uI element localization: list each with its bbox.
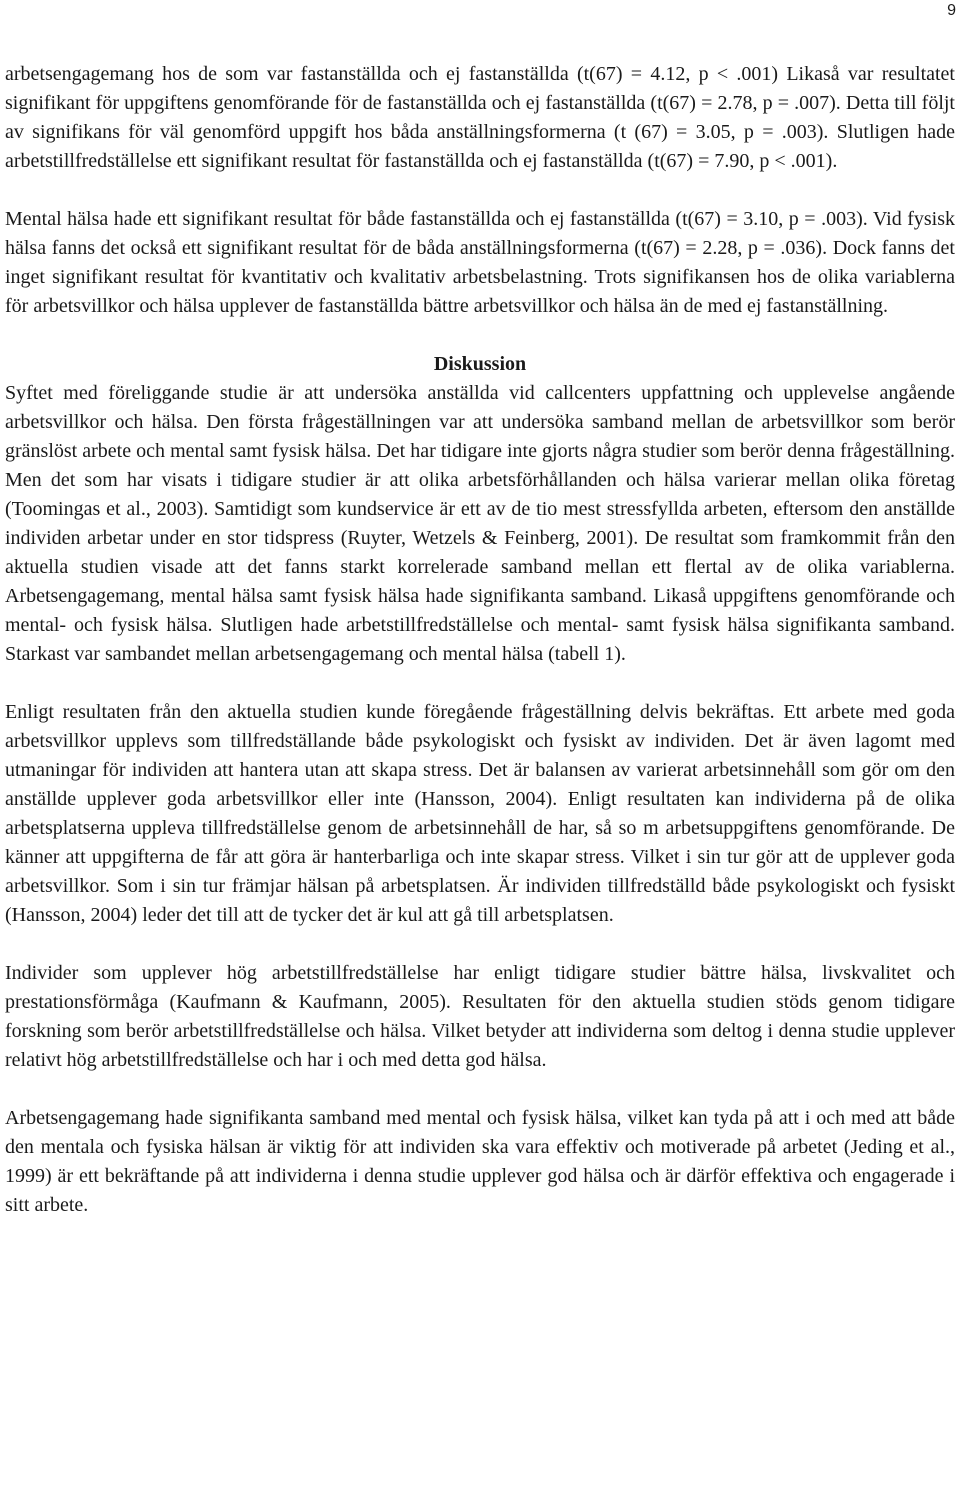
paragraph-discussion-1: Syftet med föreliggande studie är att undersöka anställda vid callcenters uppfattning och upplevelse angående arbetsvillkor och hälsa. Den första frågeställningen var att undersöka samband mellan de arbetsvillkor som berör gränslöst arbete och mental samt fysisk hälsa. Det har tidigare inte gjorts några studier som berör denna frågeställning. Men det som har visats i tidigare studier är att olika arbetsförhållanden och hälsa varierar mellan olika företag (Toomingas et al., 2003). Samtidigt som kundservice är ett av de tio mest stressfyllda arbeten, eftersom den anställde individen arbetar under en stor tidspress (Ruyter, Wetzels & Feinberg, 2001). De resultat som framkommit från den aktuella studien visade att det fanns starkt korrelerade samband mellan ett flertal av de olika variablerna. Arbetsengagemang, mental hälsa samt fysisk hälsa hade signifikanta samband. Likaså uppgiftens genomförande och mental- och fysisk hälsa. Slutligen hade arbetstillfredställelse och mental- samt fysisk hälsa signifikanta samband. Starkast var sambandet mellan arbetsengagemang och mental hälsa (tabell 1). [5, 382, 955, 665]
section-heading: Diskussion [433, 353, 527, 375]
paragraph-discussion-2: Enligt resultaten från den aktuella studien kunde föregående frågeställning delvis bekräftas. Ett arbete med goda arbetsvillkor upplevs som tillfredställande både psykologiskt och fysiskt av individen. Det är även lagomt med utmaningar för individen att hantera utan att skapa stress. Det är balansen av varierat arbetsinnehåll som gör om den anställde upplever goda arbetsvillkor eller inte (Hansson, 2004). Enligt resultaten kan individerna på de olika arbetsplatserna uppleva tillfredställelse genom de arbetsinnehåll de har, så so m arbetsuppgiftens genomförande. De känner att uppgifterna de får att göra är hanterbarliga och inte skapar stress. Vilket i sin tur gör att de upplever goda arbetsvillkor. Som i sin tur främjar hälsan på arbetsplatsen. Är individen tillfredställd både psykologiskt och fysiskt (Hansson, 2004) leder det till att de tycker det är kul att gå till arbetsplatsen. [5, 701, 955, 926]
paragraph-results-2: Mental hälsa hade ett signifikant resultat för både fastanställda och ej fastanställda (t(67) = 3.10, p = .003). Vid fysisk hälsa fanns det också ett signifikant resultat för de båda anställningsformerna (t(67) = 2.28, p = .036). Dock fanns det inget signifikant resultat för kvantitativ och kvalitativ arbetsbelastning. Trots signifikansen hos de olika variablerna för arbetsvillkor och hälsa upplever de fastanställda bättre arbetsvillkor och hälsa än de med ej fastanställning. [5, 208, 955, 317]
paragraph-discussion-4: Arbetsengagemang hade signifikanta samband med mental och fysisk hälsa, vilket kan tyda på att i och med att både den mentala och fysiska hälsan är viktig för att individen ska vara effektiv och motiverade på arbetet (Jeding et al., 1999) är ett bekräftande på att individerna i denna studie upplever god hälsa och är därför effektiva och engagerade i sitt arbete. [5, 1107, 955, 1216]
paragraph-results-1: arbetsengagemang hos de som var fastanställda och ej fastanställda (t(67) = 4.12, p < .001) Likaså var resultatet signifikant för uppgiftens genomförande för de fastanställda och ej fastanställda (t(67) = 2.78, p = .007). Detta till följt av signifikans för väl genomförd uppgift hos båda anställningsformerna (t (67) = 3.05, p = .003). Slutligen hade arbetstillfredställelse ett signifikant resultat för fastanställda och ej fastanställda (t(67) = 7.90, p < .001). [5, 63, 955, 172]
page-number: 9 [947, 2, 956, 19]
document-body [5, 60, 955, 1220]
paragraph-discussion-3: Individer som upplever hög arbetstillfredställelse har enligt tidigare studier bättre hälsa, livskvalitet och prestationsförmåga (Kaufmann & Kaufmann, 2005). Resultaten för den aktuella studien stöds genom tidigare forskning som berör arbetstillfredställelse och hälsa. Vilket betyder att individerna som deltog i denna studie upplever relativt hög arbetstillfredställelse och har i och med detta god hälsa. [5, 962, 955, 1071]
